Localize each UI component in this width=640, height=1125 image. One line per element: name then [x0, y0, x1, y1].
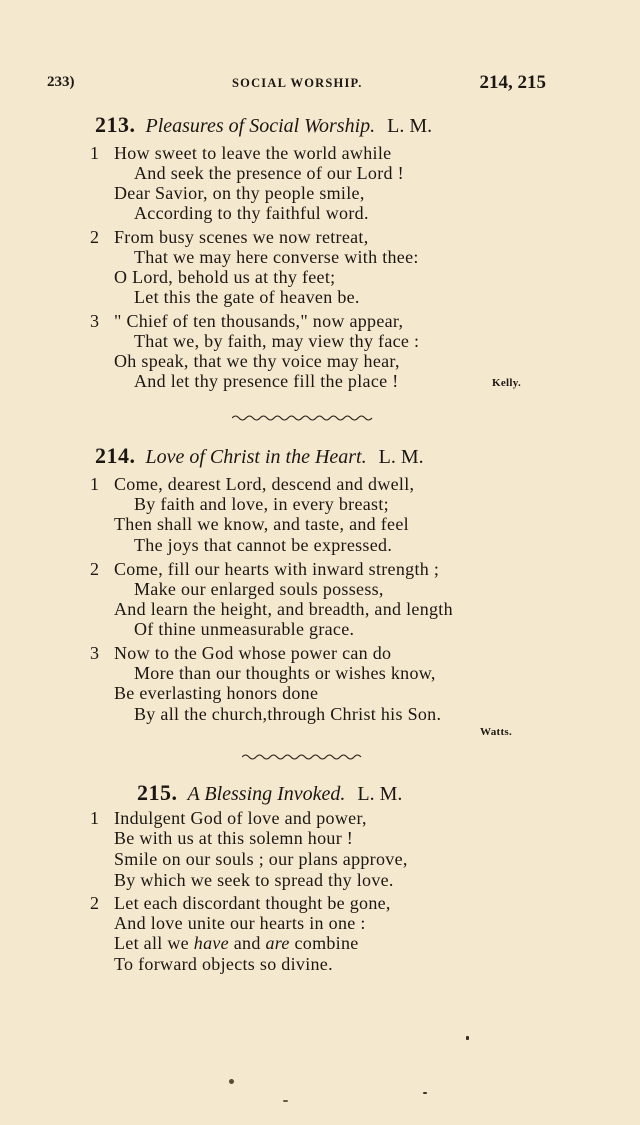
verse-number: 1: [90, 143, 99, 163]
verse-line: Be with us at this solemn hour !: [114, 828, 354, 848]
verse-line: Of thine unmeasurable grace.: [134, 619, 355, 639]
verse-line: That we may here converse with thee:: [134, 247, 419, 267]
verse-line: How sweet to leave the world awhile: [114, 143, 392, 163]
verse-line: O Lord, behold us at thy feet;: [114, 267, 336, 287]
hymn-author: Kelly.: [492, 377, 521, 389]
hymn-meter: L. M.: [357, 783, 403, 805]
print-speck: [229, 1079, 234, 1084]
section-divider: [232, 414, 374, 422]
verse-line: Indulgent God of love and power,: [114, 808, 367, 828]
verse-line: Dear Savior, on thy people smile,: [114, 183, 365, 203]
verse-line: By all the church,through Christ his Son.: [134, 704, 442, 724]
verse-line: From busy scenes we now retreat,: [114, 227, 369, 247]
hymn-author: Watts.: [480, 726, 513, 738]
verse-number: 1: [90, 808, 99, 828]
verse-number: 3: [90, 643, 99, 663]
hymn-number: 213.: [95, 112, 136, 137]
verse-line: Be everlasting honors done: [114, 683, 319, 703]
hymn-meter: L. M.: [387, 115, 433, 137]
verse-line: Oh speak, that we thy voice may hear,: [114, 351, 400, 371]
verse-line: Then shall we know, and taste, and feel: [114, 514, 409, 534]
hymn-213-title: [95, 112, 432, 138]
verse-line: Come, fill our hearts with inward strength ;: [114, 559, 440, 579]
verse-number: 1: [90, 474, 99, 494]
verse-line: " Chief of ten thousands," now appear,: [114, 311, 404, 331]
verse-number: 2: [90, 893, 99, 913]
verse-line: Let all we have and are combine: [114, 933, 359, 953]
verse-line: Now to the God whose power can do: [114, 643, 392, 663]
hymn-number: 215.: [137, 780, 178, 805]
verse-line: To forward objects so divine.: [114, 954, 333, 974]
verse-line: And let thy presence fill the place !: [134, 371, 399, 391]
verse-line: Make our enlarged souls possess,: [134, 579, 384, 599]
page-number-left: 233): [47, 74, 75, 90]
hymn-name: Pleasures of Social Worship.: [145, 115, 376, 137]
verse-line: And learn the height, and breadth, and length: [114, 599, 453, 619]
verse-line: Let each discordant thought be gone,: [114, 893, 391, 913]
running-header: [0, 72, 640, 96]
running-title: SOCIAL WORSHIP.: [232, 76, 363, 90]
verse-number: 2: [90, 227, 99, 247]
hymn-meter: L. M.: [378, 446, 424, 468]
verse-line: And love unite our hearts in one :: [114, 913, 366, 933]
print-speck: [283, 1100, 288, 1102]
hymn-range: 214, 215: [479, 72, 546, 93]
verse-number: 2: [90, 559, 99, 579]
print-speck: [423, 1092, 427, 1094]
verse-number: 3: [90, 311, 99, 331]
verse-line: That we, by faith, may view thy face :: [134, 331, 420, 351]
hymn-number: 214.: [95, 443, 136, 468]
verse-line: And seek the presence of our Lord !: [134, 163, 404, 183]
hymn-name: A Blessing Invoked.: [187, 783, 346, 805]
hymn-215-title: [137, 780, 402, 806]
verse-line: More than our thoughts or wishes know,: [134, 663, 436, 683]
verse-line: According to thy faithful word.: [134, 203, 369, 223]
verse-line: By faith and love, in every breast;: [134, 494, 389, 514]
verse-line: Smile on our souls ; our plans approve,: [114, 849, 408, 869]
hymn-name: Love of Christ in the Heart.: [145, 446, 367, 468]
verse-line: Let this the gate of heaven be.: [134, 287, 360, 307]
print-speck: [466, 1036, 469, 1040]
hymn-214-title: [95, 443, 424, 469]
section-divider: [242, 753, 366, 761]
verse-line: The joys that cannot be expressed.: [134, 535, 393, 555]
verse-line: Come, dearest Lord, descend and dwell,: [114, 474, 415, 494]
verse-line: By which we seek to spread thy love.: [114, 870, 394, 890]
